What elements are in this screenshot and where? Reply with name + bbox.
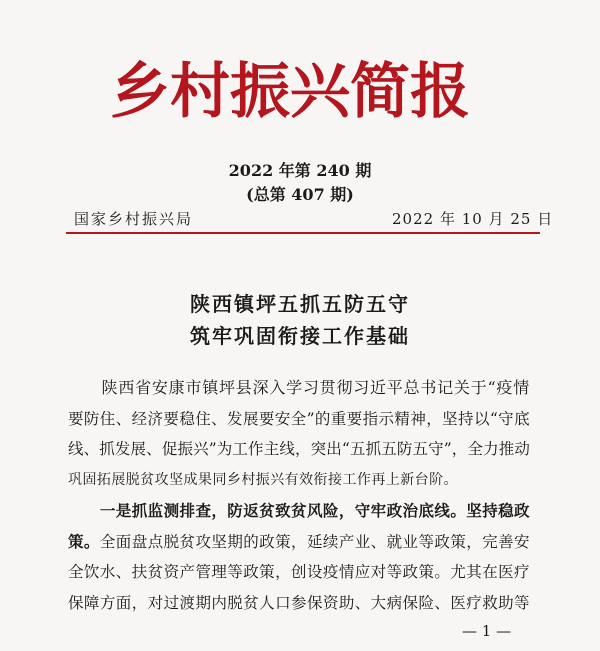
body-line (68, 592, 530, 614)
body-text: 线、抓发展、促振兴”为工作主线，突出“五抓五防五守”，全力推动 (68, 440, 530, 459)
bold-text: 一是抓监测排查，防返贫致贫风险，守牢政治底线。坚持稳政 (68, 500, 530, 520)
issue-number: 2022 年第 240 期 (228, 161, 372, 180)
bold-text: 策。 (68, 531, 100, 551)
body-line (68, 500, 530, 522)
body-line (68, 438, 530, 460)
body-line (68, 377, 530, 399)
body-text: 巩固拓展脱贫攻坚成果同乡村振兴有效衔接工作再上新台阶。 (68, 472, 458, 489)
issue-total: (总第 407 期) (246, 185, 354, 204)
publish-date: 2022 年 10 月 25 日 (392, 210, 554, 228)
body-line (68, 408, 530, 430)
masthead-title: 乡村振兴简报 (110, 57, 470, 127)
red-divider (66, 232, 540, 234)
page-number: — 1 — (462, 622, 512, 640)
body-line (68, 469, 458, 491)
body-text: 保障方面，对过渡期内脱贫人口参保资助、大病保险、医疗救助等 (68, 593, 530, 612)
body-text: 陕西省安康市镇坪县深入学习贯彻习近平总书记关于“疫情 (68, 378, 530, 397)
headline-line-1: 陕西镇坪五抓五防五守 (190, 292, 410, 316)
publisher-org: 国家乡村振兴局 (74, 210, 194, 228)
body-line (68, 561, 530, 583)
body-text: 全面盘点脱贫攻坚期的政策，延续产业、就业等政策，完善安 (99, 532, 530, 551)
body-text: 要防住、经济要稳住、发展要安全”的重要指示精神，坚持以“守底 (68, 409, 530, 428)
body-line (68, 531, 530, 553)
headline-line-2: 筑牢巩固衔接工作基础 (190, 324, 410, 348)
body-text: 全饮水、扶贫资产管理等政策，创设疫情应对等政策。尤其在医疗 (68, 563, 530, 582)
